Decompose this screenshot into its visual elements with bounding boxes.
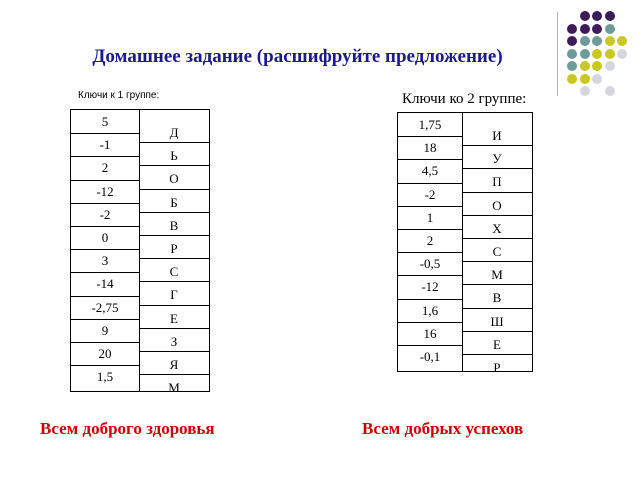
key-letter: С [169, 264, 179, 280]
key-letter: М [168, 380, 180, 396]
decorative-dot [567, 61, 577, 71]
key-letter: М [491, 267, 503, 283]
row-divider [71, 203, 139, 204]
key-letter: Е [170, 310, 178, 326]
decorative-dot [605, 11, 615, 21]
key-number: 5 [101, 114, 109, 129]
row-divider [398, 299, 462, 300]
row-divider [71, 156, 139, 157]
key-number: 3 [101, 253, 109, 269]
row-divider [71, 296, 139, 297]
row-divider [139, 281, 209, 282]
key-letter: Ш [490, 313, 504, 329]
key-number: 9 [101, 322, 109, 338]
key-letter: П [492, 174, 502, 190]
row-divider [71, 319, 139, 320]
row-divider [139, 165, 209, 166]
key-letter: Е [493, 336, 501, 352]
row-divider [462, 331, 532, 332]
row-divider [462, 354, 532, 355]
row-divider [139, 258, 209, 259]
row-divider [398, 322, 462, 323]
key-letter: В [492, 290, 502, 306]
key-letter: Х [492, 220, 502, 236]
row-divider [398, 159, 462, 160]
decorative-dot [580, 86, 590, 96]
row-divider [139, 142, 209, 143]
row-divider [398, 206, 462, 207]
key-letter: Д [169, 125, 179, 140]
decorative-dot [605, 86, 615, 96]
row-divider [71, 226, 139, 227]
row-divider [462, 192, 532, 193]
decorative-dot [567, 24, 577, 34]
row-divider [462, 215, 532, 216]
key-letter: Г [170, 287, 178, 303]
decorative-dot [567, 74, 577, 84]
page-title: Домашнее задание (расшифруйте предложение) [92, 46, 503, 67]
decorative-dot [605, 49, 615, 59]
row-divider [462, 308, 532, 309]
row-divider [71, 365, 139, 366]
row-divider [462, 145, 532, 146]
key-letter: Я [169, 357, 179, 372]
key-letter: Б [170, 194, 178, 210]
decorative-dot [605, 24, 615, 34]
row-divider [139, 328, 209, 329]
row-divider [398, 275, 462, 276]
decorative-dot [617, 36, 627, 46]
decorative-dot [592, 24, 602, 34]
decorative-dot [605, 61, 615, 71]
row-divider [398, 183, 462, 184]
decorative-dot [592, 49, 602, 59]
key-letter: О [169, 171, 179, 187]
decorative-dot [580, 24, 590, 34]
row-divider [139, 212, 209, 213]
key-letter: Р [170, 241, 178, 256]
key-letter: Р [493, 360, 501, 375]
decorative-dot [605, 36, 615, 46]
row-divider [139, 305, 209, 306]
key-number: -0,5 [419, 256, 441, 272]
key-number: 0 [101, 230, 109, 245]
decorative-divider [557, 12, 558, 96]
row-divider [71, 249, 139, 250]
row-divider [71, 342, 139, 343]
key-letter: У [492, 151, 502, 167]
key-number: -2 [424, 186, 436, 202]
decorative-dot [580, 36, 590, 46]
decorative-dot [567, 36, 577, 46]
decorative-dot [580, 61, 590, 71]
key-letter: С [492, 244, 502, 259]
row-divider [139, 235, 209, 236]
key-number: -2 [99, 206, 111, 222]
row-divider [398, 345, 462, 346]
group1-key-table [70, 109, 210, 396]
decorative-dot [580, 74, 590, 84]
row-divider [398, 229, 462, 230]
group1-label: Ключи к 1 группе: [78, 90, 160, 101]
decorative-dot [580, 11, 590, 21]
decorative-dot [592, 11, 602, 21]
key-number: 16 [423, 325, 437, 341]
row-divider [398, 136, 462, 137]
decorative-dot [580, 49, 590, 59]
key-number: 1,6 [421, 302, 439, 318]
key-letter: Ь [170, 148, 178, 164]
key-number: -2,75 [91, 299, 119, 315]
key-letter: И [492, 128, 502, 143]
key-number: -1 [99, 137, 111, 153]
key-letter: З [170, 333, 178, 349]
footer-wish-health: Всем доброго здоровья [40, 419, 215, 438]
key-letter: О [492, 197, 502, 213]
row-divider [462, 261, 532, 262]
key-letter: В [169, 217, 179, 233]
decorative-dot [592, 36, 602, 46]
key-number: -0,1 [419, 349, 441, 364]
key-number: 1,5 [96, 369, 114, 385]
key-number: -12 [96, 183, 114, 199]
row-divider [462, 238, 532, 239]
key-number: 1 [426, 209, 434, 225]
row-divider [71, 180, 139, 181]
row-divider [71, 272, 139, 273]
row-divider [71, 133, 139, 134]
key-number: 2 [426, 233, 434, 248]
row-divider [398, 252, 462, 253]
footer-wish-success: Всем добрых успехов [362, 419, 524, 438]
group2-label: Ключи ко 2 группе: [402, 91, 527, 107]
row-divider [462, 168, 532, 169]
key-number: 2 [101, 160, 109, 176]
key-number: -12 [421, 279, 439, 295]
key-number: 18 [423, 140, 437, 156]
decorative-dot [592, 61, 602, 71]
group2-key-table [397, 112, 533, 375]
row-divider [139, 374, 209, 375]
row-divider [139, 189, 209, 190]
key-number: 4,5 [421, 163, 439, 179]
key-number: 1,75 [418, 117, 442, 132]
row-divider [139, 351, 209, 352]
key-number: 20 [98, 346, 112, 361]
key-number: -14 [96, 276, 114, 292]
decorative-dot [617, 49, 627, 59]
row-divider [462, 284, 532, 285]
decorative-dot [592, 74, 602, 84]
decorative-dot [567, 49, 577, 59]
